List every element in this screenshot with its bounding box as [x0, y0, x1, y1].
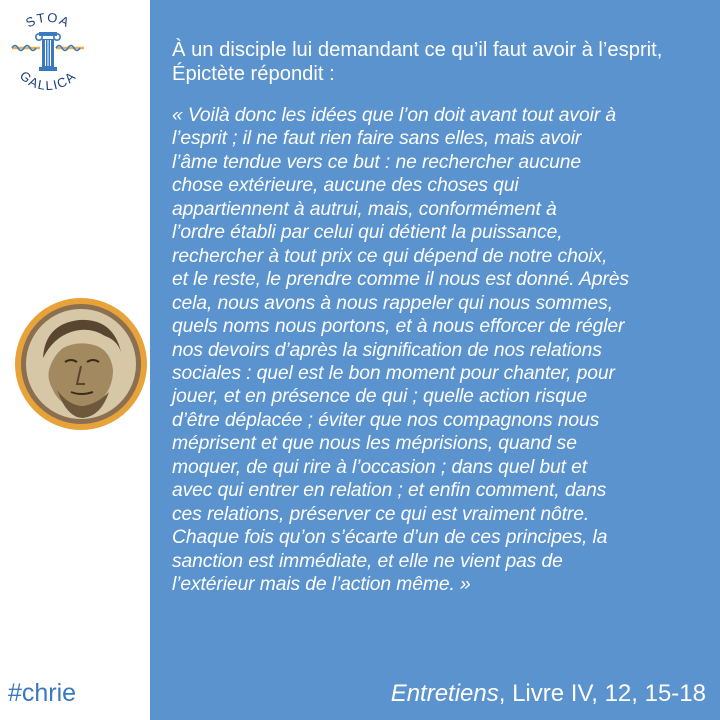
quote-line: appartiennent à autrui, mais, conformément à [172, 198, 557, 220]
citation-work-title: Entretiens [390, 680, 499, 707]
quote-line: et le reste, le prendre comme il nous est donné. Après [172, 269, 629, 291]
svg-text:GALLICA [17, 68, 79, 93]
quote-line: cela, nous avons à nous rappeler qui nous sommes, [172, 292, 613, 314]
stoa-gallica-logo [4, 6, 92, 100]
hashtag: #chrie [8, 679, 77, 707]
quote-line: ces relations, préserver ce qui est vraiment nôtre. [172, 503, 590, 525]
quote-line: moquer, de qui rire à l’occasion ; dans quel but et [172, 456, 588, 478]
quote-line: l’ordre établi par celui qui détient la puissance, [172, 222, 563, 244]
ionic-column-icon [12, 32, 84, 71]
quote-line: chose extérieure, aucune des choses qui [172, 175, 519, 197]
citation-reference: , Livre IV, 12, 15-18 [498, 680, 706, 707]
quote-line: d’être déplacée ; éviter que nos compagnons nous [172, 409, 600, 431]
quote-line: méprisent et que nous les méprisions, quand se [172, 433, 577, 455]
quote-text [172, 104, 708, 597]
quote-line: jouer, et en présence de qui ; quelle action risque [172, 386, 588, 408]
quote-line: avec qui entrer en relation ; et enfin comment, dans [172, 480, 607, 502]
logo-text-bottom: GALLICA [16, 67, 80, 94]
quote-line: quels noms nous portons, et à nous efforcer de régler [172, 316, 625, 338]
quote-line: « Voilà donc les idées que l’on doit avant tout avoir à [172, 105, 616, 126]
epictetus-portrait [13, 296, 149, 432]
quote-line: l’âme tendue vers ce but : ne rechercher aucune [172, 151, 582, 173]
quote-line: Chaque fois qu’on s’écarte d’un de ces principes, la [172, 527, 608, 549]
quote-line: rechercher à tout prix ce qui dépend de notre choix, [172, 245, 608, 267]
sidebar [0, 0, 150, 720]
intro-text: À un disciple lui demandant ce qu’il faut avoir à l’esprit, Épictète répondit : [172, 39, 663, 85]
logo-text-top: STOA [23, 9, 73, 31]
quote-line: nos devoirs d’après la signification de nos relations [172, 339, 602, 361]
quote-line: l’esprit ; il ne faut rien faire sans elles, mais avoir [172, 128, 582, 150]
source-citation [391, 680, 706, 708]
svg-text:STOA [23, 10, 73, 31]
quote-line: l’extérieur mais de l’action même. » [172, 574, 471, 596]
quote-line: sociales : quel est le bon moment pour chanter, pour [172, 362, 615, 384]
quote-line: sanction est immédiate, et elle ne vient pas de [172, 550, 563, 572]
